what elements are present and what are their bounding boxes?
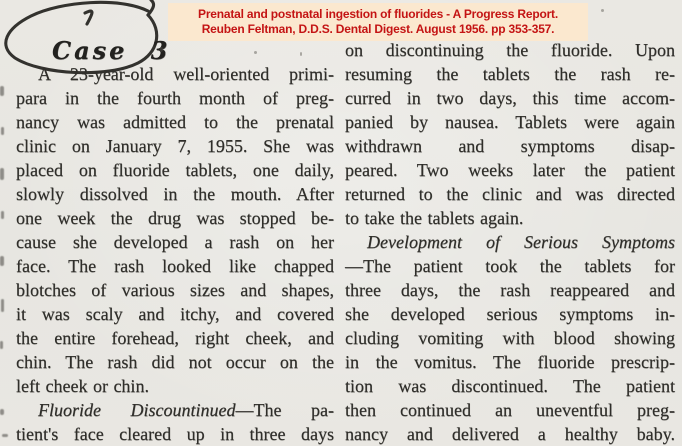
text-segment: it was scaly and itchy, and covered (16, 304, 334, 324)
text-line (16, 86, 334, 110)
scan-speck (160, 47, 163, 52)
text-line (16, 326, 334, 350)
scan-artifact (1, 127, 4, 135)
text-line (345, 206, 675, 230)
text-line (16, 206, 334, 230)
text-line (345, 230, 675, 254)
text-line (345, 86, 675, 110)
text-line (345, 350, 675, 374)
text-segment: nancy and delivered a healthy baby. (345, 424, 675, 444)
case-heading: Case 3 (52, 36, 171, 65)
text-segment: three days, the rash reappeared and (345, 280, 675, 300)
text-segment: in the vomitus. The fluoride prescrip- (345, 352, 675, 372)
text-segment: —The pa- (235, 400, 334, 420)
text-line (345, 398, 675, 422)
scan-artifact (0, 256, 4, 266)
text-line (345, 254, 675, 278)
scan-speck (254, 51, 257, 54)
text-line (16, 422, 334, 446)
text-line (16, 62, 334, 86)
text-line (16, 110, 334, 134)
left-text-column (16, 62, 334, 446)
text-segment: clinic on January 7, 1955. She was (16, 136, 334, 156)
italic-text-segment: Fluoride Discountinued (38, 400, 236, 420)
text-segment: tient's face cleared up in three days (16, 424, 334, 444)
scan-artifact (0, 86, 4, 96)
text-line (345, 62, 675, 86)
text-line (16, 398, 334, 422)
text-line (345, 278, 675, 302)
text-segment: she developed serious symptoms in- (345, 304, 675, 324)
text-line (16, 302, 334, 326)
text-segment: placed on fluoride tablets, one daily, (16, 160, 334, 180)
italic-text-segment: Development of Serious Symptoms (367, 232, 675, 252)
scan-artifact (0, 168, 4, 180)
text-line (16, 182, 334, 206)
text-segment: curred in two days, this time accom- (345, 88, 675, 108)
text-segment: to take the tablets again. (345, 208, 524, 228)
text-segment: panied by nausea. Tablets were again (345, 112, 675, 132)
text-segment: withdrawn and symptoms disap- (345, 136, 675, 156)
reference-citation: Reuben Feltman, D.D.S. Dental Digest. August 1956. pp 353-357. (201, 21, 555, 36)
text-segment: A 23-year-old well-oriented primi- (38, 64, 334, 84)
text-segment: nancy was admitted to the prenatal (16, 112, 334, 132)
scan-artifact (0, 341, 3, 349)
scan-artifact (1, 299, 4, 312)
right-text-column (345, 38, 675, 446)
text-segment: returned to the clinic and was directed (345, 184, 675, 204)
text-segment: cause she developed a rash on her (16, 232, 334, 252)
text-segment: the entire forehead, right cheek, and (16, 328, 334, 348)
text-segment: slowly dissolved in the mouth. After (16, 184, 334, 204)
text-line (345, 134, 675, 158)
text-line (16, 134, 334, 158)
text-line (16, 254, 334, 278)
text-segment: left cheek or chin. (16, 376, 149, 396)
text-line (345, 374, 675, 398)
scan-speck (601, 9, 604, 12)
text-line (345, 326, 675, 350)
text-line (345, 302, 675, 326)
scan-artifact (2, 434, 8, 437)
scan-artifact (0, 409, 4, 415)
text-segment: one week the drug was stopped be- (16, 208, 334, 228)
text-line (345, 158, 675, 182)
text-line (16, 350, 334, 374)
text-segment: face. The rash looked like chapped (16, 256, 334, 276)
text-line (345, 182, 675, 206)
text-segment: on discontinuing the fluoride. Upon (345, 40, 675, 60)
reference-title: Prenatal and postnatal ingestion of fluorides - A Progress Report. (198, 7, 558, 21)
text-line (16, 230, 334, 254)
text-line (345, 110, 675, 134)
text-segment: para in the fourth month of preg- (16, 88, 334, 108)
scan-speck (300, 52, 302, 56)
text-segment: blotches of various sizes and shapes, (16, 280, 334, 300)
text-line (345, 422, 675, 446)
text-segment: —The patient took the tablets for (345, 256, 675, 276)
text-segment: resuming the tablets the rash re- (345, 64, 675, 84)
scan-artifact (1, 211, 4, 219)
text-segment: cluding vomiting with blood showing (345, 328, 675, 348)
text-segment: peared. Two weeks later the patient (345, 160, 675, 180)
text-segment: chin. The rash did not occur on the (16, 352, 334, 372)
text-line (16, 158, 334, 182)
text-line (16, 374, 334, 398)
text-line (16, 278, 334, 302)
reference-banner (168, 3, 588, 41)
text-line (345, 38, 675, 62)
text-segment: then continued an uneventful preg- (345, 400, 675, 420)
text-segment: tion was discontinued. The patient (345, 376, 675, 396)
